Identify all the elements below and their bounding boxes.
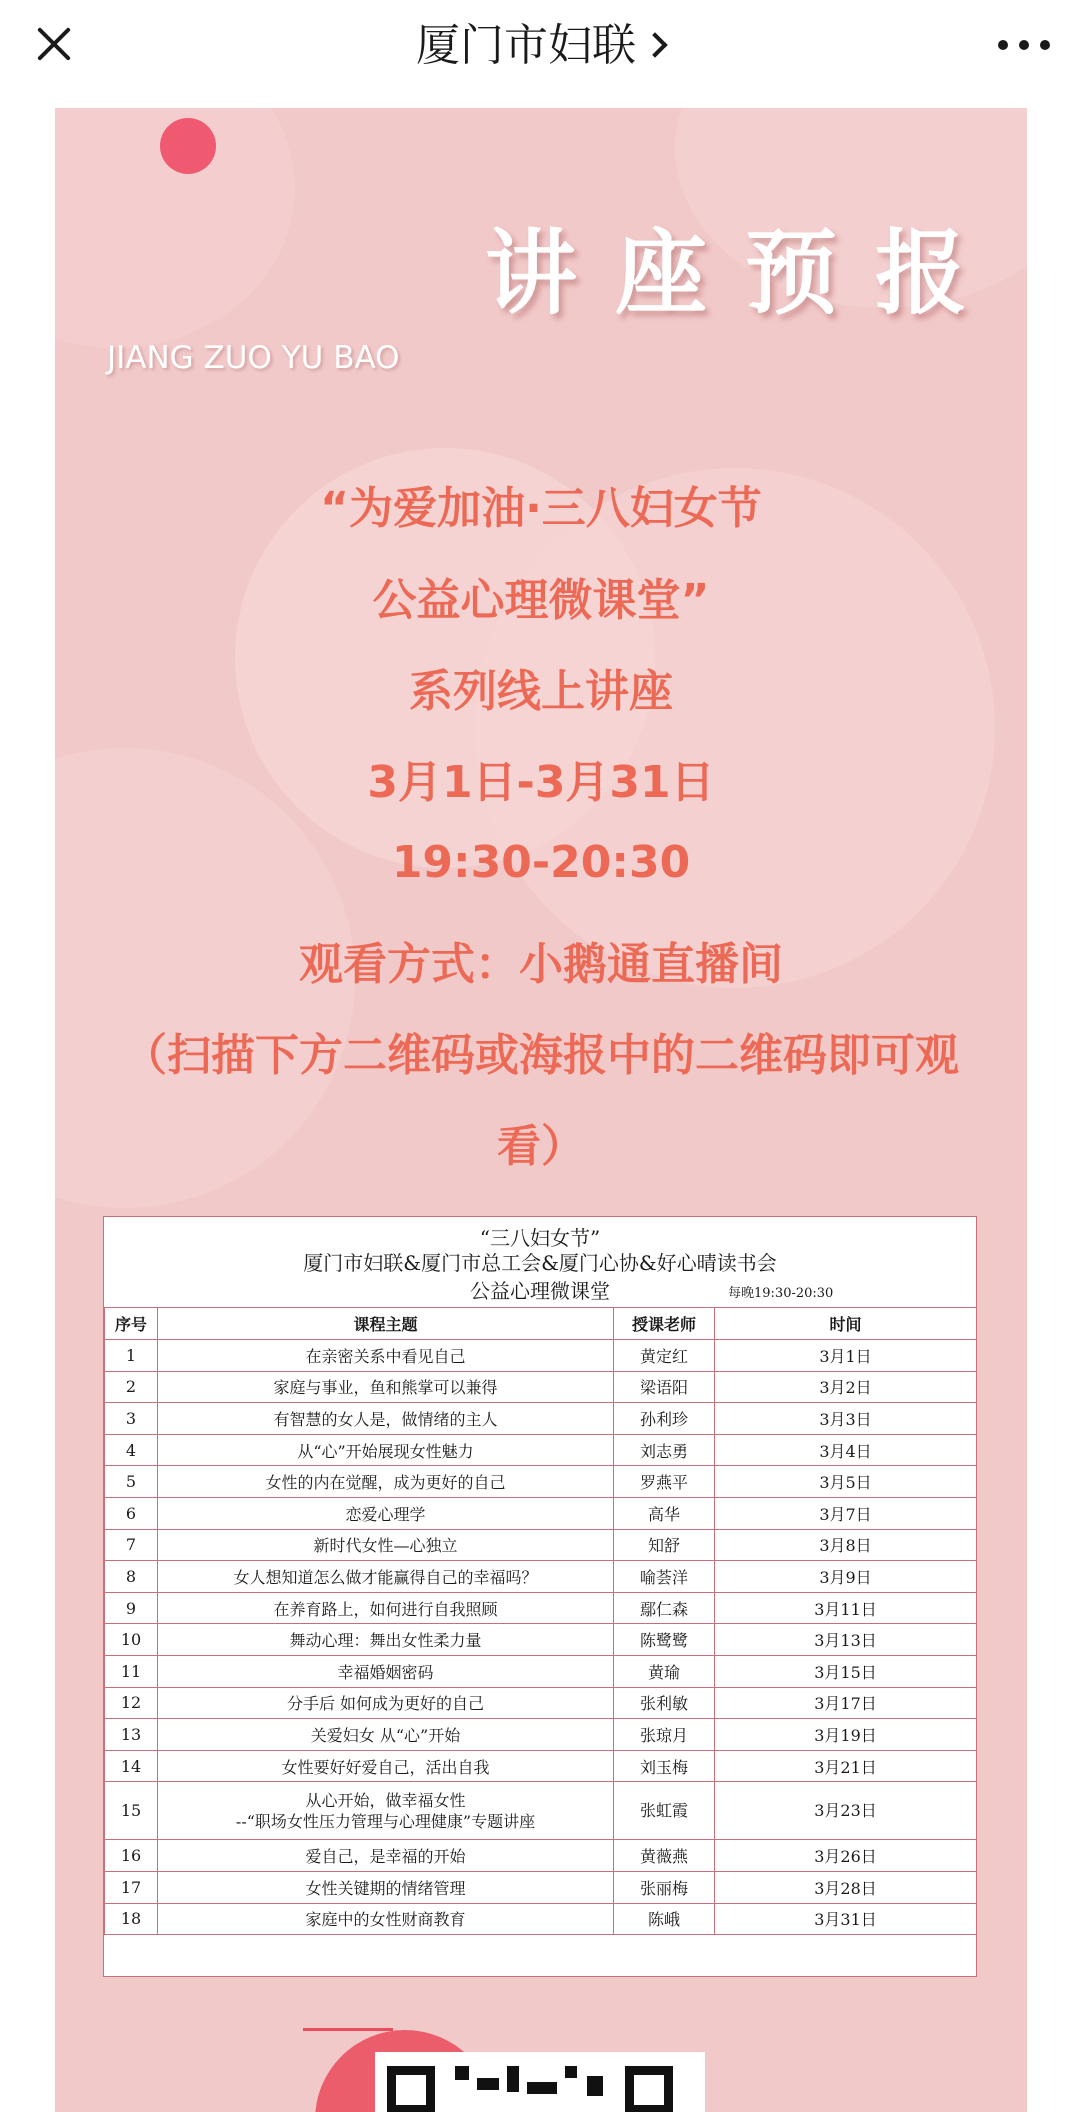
course-topic-line-2: --“职场女性压力管理与心理健康”专题讲座 xyxy=(235,1811,536,1831)
date: 3月31日 xyxy=(715,1903,977,1935)
date: 3月1日 xyxy=(715,1340,977,1372)
date: 3月23日 xyxy=(715,1782,977,1840)
row-number: 12 xyxy=(105,1687,158,1719)
table-row xyxy=(105,1497,977,1529)
teacher: 罗燕平 xyxy=(614,1466,715,1498)
teacher: 刘玉梅 xyxy=(614,1750,715,1782)
column-header: 序号 xyxy=(105,1308,158,1340)
course-topic: 女性要好好爱自己，活出自我 xyxy=(158,1750,614,1782)
row-number: 18 xyxy=(105,1903,158,1935)
course-topic: 女性关键期的情绪管理 xyxy=(158,1871,614,1903)
table-row xyxy=(105,1624,977,1656)
teacher: 高华 xyxy=(614,1497,715,1529)
table-row xyxy=(105,1782,977,1840)
row-number: 15 xyxy=(105,1782,158,1840)
row-number: 14 xyxy=(105,1750,158,1782)
row-number: 5 xyxy=(105,1466,158,1498)
event-time: 19:30-20:30 xyxy=(391,837,691,888)
table-row xyxy=(105,1655,977,1687)
chevron-right-icon[interactable] xyxy=(642,32,667,57)
row-number: 17 xyxy=(105,1871,158,1903)
table-header-row xyxy=(105,1308,977,1340)
table-row xyxy=(105,1903,977,1935)
teacher: 鄢仁森 xyxy=(614,1592,715,1624)
course-topic-line-1: 从心开始，做幸福女性 xyxy=(305,1790,466,1810)
date: 3月28日 xyxy=(715,1871,977,1903)
date: 3月9日 xyxy=(715,1561,977,1593)
course-topic: 女性的内在觉醒，成为更好的自己 xyxy=(158,1466,614,1498)
teacher: 孙利珍 xyxy=(614,1403,715,1435)
table-row xyxy=(105,1561,977,1593)
course-topic xyxy=(158,1782,614,1840)
course-topic: 有智慧的女人是，做情绪的主人 xyxy=(158,1403,614,1435)
course-topic: 分手后 如何成为更好的自己 xyxy=(158,1687,614,1719)
date: 3月5日 xyxy=(715,1466,977,1498)
top-navigation-bar xyxy=(0,0,1080,100)
date: 3月21日 xyxy=(715,1750,977,1782)
decorative-line xyxy=(303,2028,393,2031)
table-row xyxy=(105,1687,977,1719)
column-header: 时间 xyxy=(715,1308,977,1340)
date: 3月4日 xyxy=(715,1434,977,1466)
row-number: 2 xyxy=(105,1371,158,1403)
table-row xyxy=(105,1592,977,1624)
event-title-line-1: “为爱加油·三八妇女节 xyxy=(320,483,762,534)
course-topic: 从“心”开始展现女性魅力 xyxy=(158,1434,614,1466)
account-name[interactable]: 厦门市妇联 xyxy=(416,20,636,71)
date: 3月8日 xyxy=(715,1529,977,1561)
schedule-heading xyxy=(104,1217,976,1307)
course-topic: 在亲密关系中看见自己 xyxy=(158,1340,614,1372)
row-number: 8 xyxy=(105,1561,158,1593)
column-header: 授课老师 xyxy=(614,1308,715,1340)
row-number: 9 xyxy=(105,1592,158,1624)
account-title[interactable] xyxy=(0,16,1080,76)
table-row xyxy=(105,1403,977,1435)
row-number: 16 xyxy=(105,1840,158,1872)
teacher: 张丽梅 xyxy=(614,1871,715,1903)
table-row xyxy=(105,1871,977,1903)
course-topic: 女人想知道怎么做才能赢得自己的幸福吗？ xyxy=(158,1561,614,1593)
schedule-time-note: 每晚19:30-20:30 xyxy=(728,1286,834,1301)
teacher: 张琼月 xyxy=(614,1719,715,1751)
course-topic: 新时代女性—心独立 xyxy=(158,1529,614,1561)
schedule-table xyxy=(104,1307,977,1935)
teacher: 黄定红 xyxy=(614,1340,715,1372)
date: 3月13日 xyxy=(715,1624,977,1656)
event-subtitle: 系列线上讲座 xyxy=(409,666,673,717)
table-row xyxy=(105,1434,977,1466)
row-number: 13 xyxy=(105,1719,158,1751)
teacher: 黄薇燕 xyxy=(614,1840,715,1872)
course-topic: 在养育路上，如何进行自我照顾 xyxy=(158,1592,614,1624)
table-row xyxy=(105,1466,977,1498)
row-number: 10 xyxy=(105,1624,158,1656)
course-topic: 幸福婚姻密码 xyxy=(158,1655,614,1687)
schedule-heading-line-1: “三八妇女节” xyxy=(479,1226,601,1250)
teacher: 张利敏 xyxy=(614,1687,715,1719)
table-row xyxy=(105,1750,977,1782)
table-row xyxy=(105,1840,977,1872)
teacher: 黄瑜 xyxy=(614,1655,715,1687)
schedule-heading-line-2: 厦门市妇联&厦门市总工会&厦门心协&好心晴读书会 xyxy=(303,1251,777,1275)
event-title-line-2: 公益心理微课堂” xyxy=(372,575,710,626)
date: 3月2日 xyxy=(715,1371,977,1403)
row-number: 3 xyxy=(105,1403,158,1435)
teacher: 刘志勇 xyxy=(614,1434,715,1466)
teacher: 张虹霞 xyxy=(614,1782,715,1840)
course-topic: 关爱妇女 从“心”开始 xyxy=(158,1719,614,1751)
date: 3月26日 xyxy=(715,1840,977,1872)
row-number: 4 xyxy=(105,1434,158,1466)
table-row xyxy=(105,1529,977,1561)
poster-title: 讲座预报 xyxy=(485,220,1006,327)
date: 3月7日 xyxy=(715,1497,977,1529)
table-row xyxy=(105,1340,977,1372)
course-topic: 舞动心理：舞出女性柔力量 xyxy=(158,1624,614,1656)
lecture-poster xyxy=(55,108,1027,2112)
date: 3月11日 xyxy=(715,1592,977,1624)
teacher: 陈峨 xyxy=(614,1903,715,1935)
row-number: 7 xyxy=(105,1529,158,1561)
pink-dot-decoration xyxy=(160,118,216,174)
more-dots-icon[interactable] xyxy=(998,38,1050,52)
poster-title-pinyin: JIANG ZUO YU BAO xyxy=(107,340,400,376)
teacher: 知舒 xyxy=(614,1529,715,1561)
course-topic: 爱自己，是幸福的开始 xyxy=(158,1840,614,1872)
date: 3月3日 xyxy=(715,1403,977,1435)
table-row xyxy=(105,1371,977,1403)
teacher: 陈鹭鹭 xyxy=(614,1624,715,1656)
teacher: 喻荟洋 xyxy=(614,1561,715,1593)
row-number: 1 xyxy=(105,1340,158,1372)
viewing-note-line-1: （扫描下方二维码或海报中的二维码即可观 xyxy=(123,1030,959,1081)
date: 3月19日 xyxy=(715,1719,977,1751)
date: 3月15日 xyxy=(715,1655,977,1687)
qr-code-icon[interactable] xyxy=(375,2052,705,2112)
table-row xyxy=(105,1719,977,1751)
schedule-heading-line-3: 公益心理微课堂 xyxy=(470,1279,610,1303)
viewing-note-line-2: 看） xyxy=(497,1121,585,1172)
heart-decoration xyxy=(475,468,995,988)
course-topic: 家庭中的女性财商教育 xyxy=(158,1903,614,1935)
teacher: 梁语阳 xyxy=(614,1371,715,1403)
row-number: 6 xyxy=(105,1497,158,1529)
course-topic: 恋爱心理学 xyxy=(158,1497,614,1529)
row-number: 11 xyxy=(105,1655,158,1687)
date: 3月17日 xyxy=(715,1687,977,1719)
viewing-method: 观看方式：小鹅通直播间 xyxy=(299,939,783,990)
course-topic: 家庭与事业，鱼和熊掌可以兼得 xyxy=(158,1371,614,1403)
event-dates: 3月1日-3月31日 xyxy=(367,757,715,808)
schedule-table-card xyxy=(103,1216,977,1977)
column-header: 课程主题 xyxy=(158,1308,614,1340)
